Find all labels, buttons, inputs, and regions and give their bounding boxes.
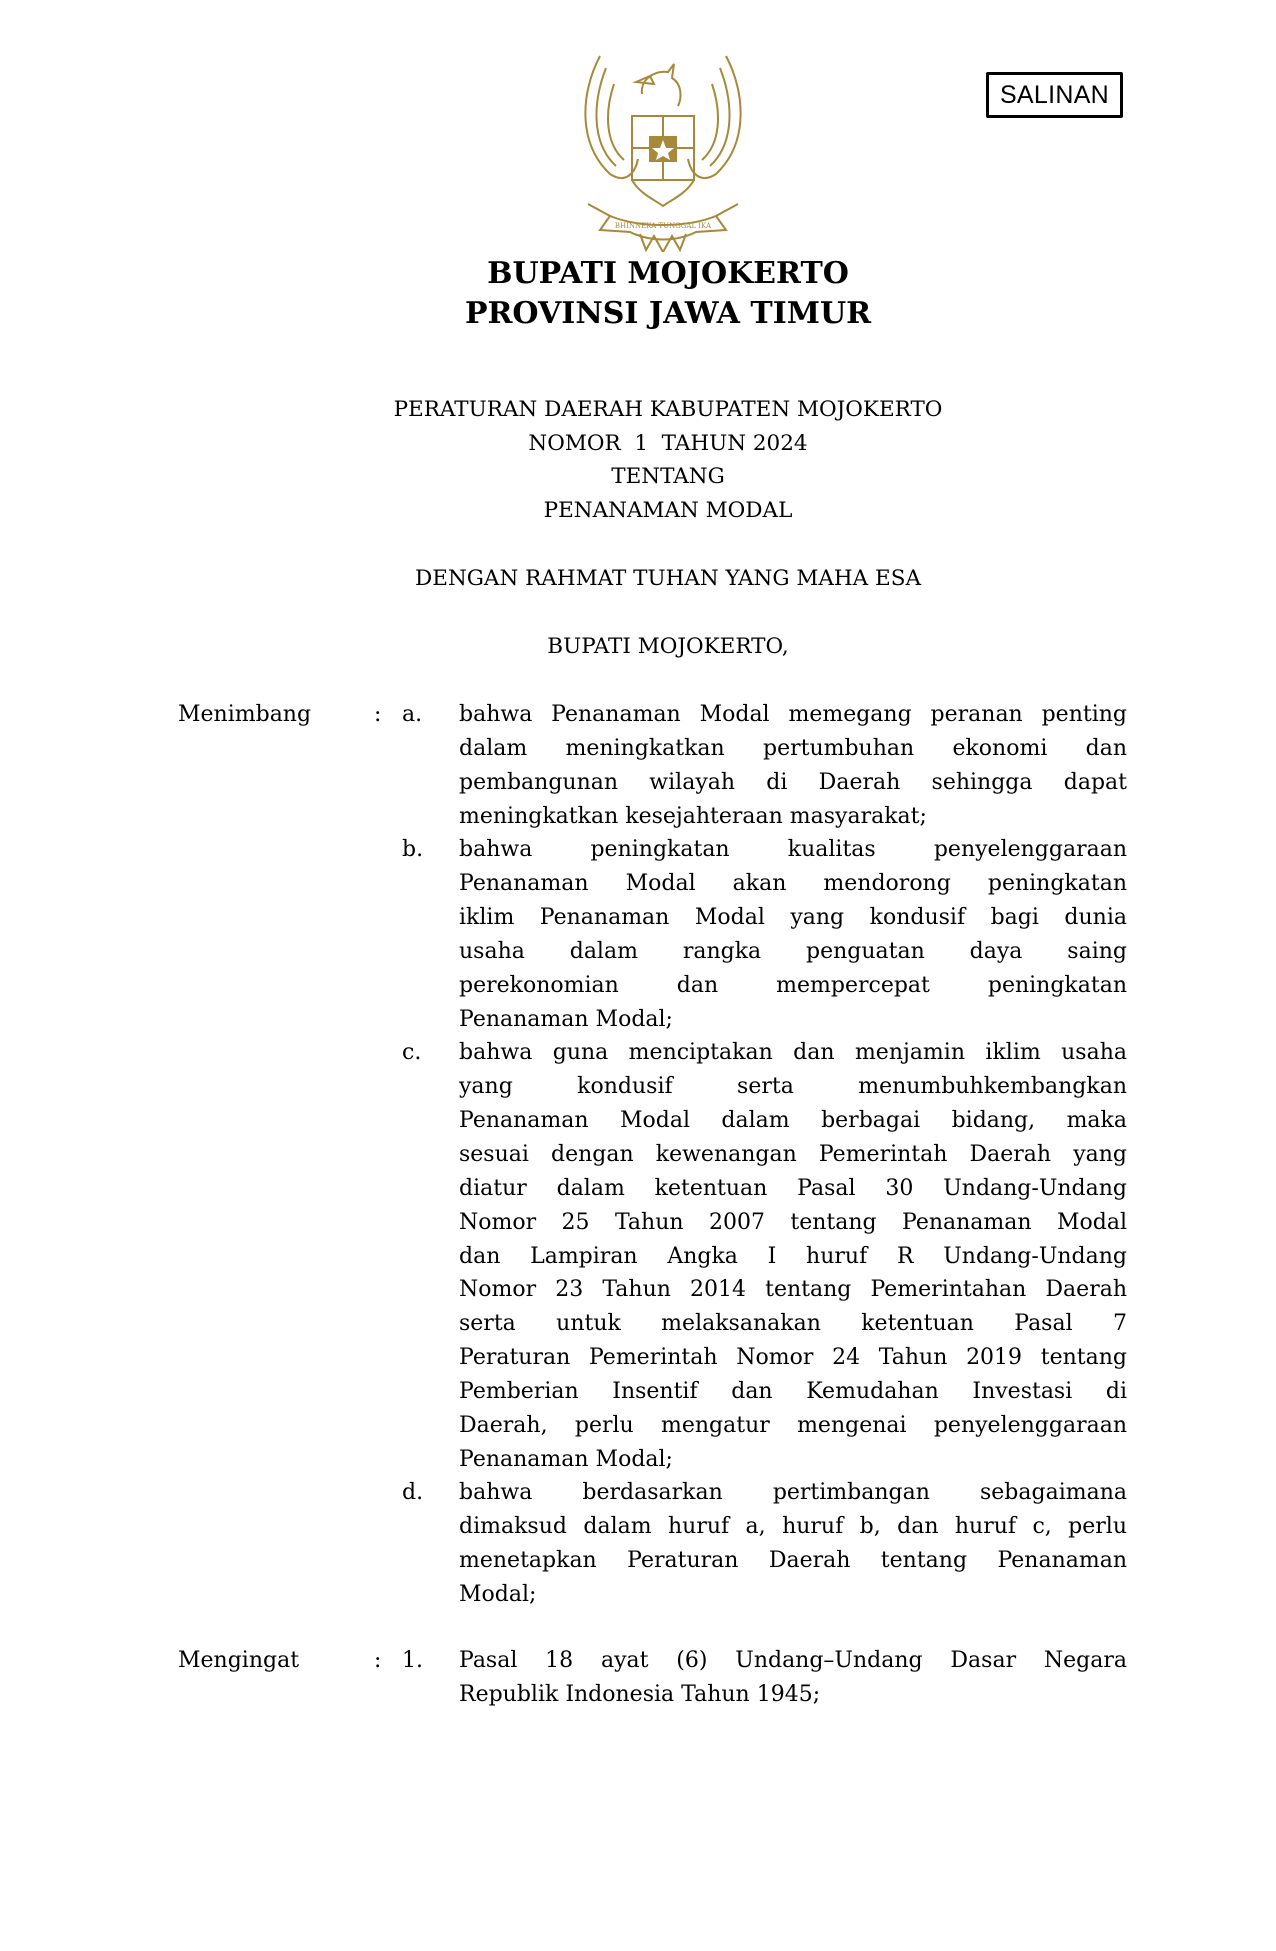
salinan-stamp: SALINAN: [986, 72, 1123, 118]
text-line: Nomor 25 Tahun 2007 tentang Penanaman Modal: [459, 1209, 1127, 1235]
emblem-motto: BHINNEKA TUNGGAL IKA: [614, 222, 712, 230]
text-line: bahwa berdasarkan pertimbangan sebagaimana: [459, 1480, 1127, 1506]
item-text: [459, 833, 1127, 1036]
text-line: meningkatkan kesejahteraan masyarakat;: [459, 803, 927, 829]
item-text: [459, 1036, 1127, 1476]
item-marker: d.: [402, 1480, 424, 1506]
text-line: Pasal 18 ayat (6) Undang–Undang Dasar Negara: [459, 1648, 1127, 1673]
item-text: [459, 1644, 1127, 1712]
text-line: dalam meningkatkan pertumbuhan ekonomi dan: [459, 735, 1127, 761]
item-marker: c.: [402, 1040, 422, 1066]
text-line: Peraturan Pemerintah Nomor 24 Tahun 2019 tentang: [459, 1345, 1127, 1371]
text-line: usaha dalam rangka penguatan daya saing: [459, 938, 1127, 964]
menimbang-section: [178, 698, 1128, 1612]
issuer: BUPATI MOJOKERTO,: [547, 634, 789, 659]
text-line: Daerah, perlu mengatur mengenai penyelenggaraan: [459, 1412, 1127, 1438]
item-text: [459, 698, 1127, 833]
menimbang-colon: [374, 1036, 402, 1476]
menimbang-label: [178, 1036, 374, 1476]
menimbang-label: [178, 1476, 374, 1611]
menimbang-colon: :: [374, 702, 382, 727]
text-line: bahwa peningkatan kualitas penyelenggaraan: [459, 837, 1127, 863]
regulation-type: PERATURAN DAERAH KABUPATEN MOJOKERTO: [393, 397, 943, 422]
item-text: [459, 1476, 1127, 1611]
header-line2: PROVINSI JAWA TIMUR: [464, 296, 872, 331]
regulation-number: NOMOR 1 TAHUN 2024: [528, 431, 808, 456]
text-line: dan Lampiran Angka I huruf R Undang-Undang: [459, 1243, 1127, 1269]
item-marker: 1.: [402, 1648, 423, 1673]
header-line1: BUPATI MOJOKERTO: [487, 256, 849, 291]
text-line: sesuai dengan kewenangan Pemerintah Daerah yang: [459, 1141, 1127, 1167]
regulation-about: TENTANG: [611, 464, 725, 489]
item-marker: b.: [402, 837, 424, 863]
text-line: dimaksud dalam huruf a, huruf b, dan huruf c, perlu: [459, 1514, 1127, 1540]
text-line: diatur dalam ketentuan Pasal 30 Undang-Undang: [459, 1175, 1127, 1201]
garuda-pancasila-emblem: [570, 54, 756, 252]
text-line: Penanaman Modal;: [459, 1006, 673, 1032]
regulation-subject: PENANAMAN MODAL: [543, 498, 793, 523]
text-line: pembangunan wilayah di Daerah sehingga dapat: [459, 769, 1127, 795]
mengingat-section: [178, 1644, 1128, 1712]
text-line: Modal;: [459, 1581, 537, 1607]
mengingat-label: Mengingat: [178, 1648, 300, 1673]
menimbang-colon: [374, 1476, 402, 1611]
text-line: Penanaman Modal dalam berbagai bidang, maka: [459, 1108, 1127, 1134]
text-line: menetapkan Peraturan Daerah tentang Penanaman: [459, 1548, 1127, 1574]
text-line: perekonomian dan mempercepat peningkatan: [459, 972, 1127, 998]
mengingat-item: [178, 1644, 1128, 1712]
text-line: Nomor 23 Tahun 2014 tentang Pemerintahan Daerah: [459, 1277, 1127, 1303]
text-line: Penanaman Modal akan mendorong peningkatan: [459, 871, 1127, 897]
menimbang-item: [178, 698, 1128, 833]
text-line: iklim Penanaman Modal yang kondusif bagi dunia: [459, 905, 1127, 931]
menimbang-item: [178, 833, 1128, 1036]
text-line: serta untuk melaksanakan ketentuan Pasal 7: [459, 1311, 1127, 1337]
menimbang-colon: [374, 833, 402, 1036]
menimbang-label: Menimbang: [178, 702, 312, 727]
menimbang-item: [178, 1476, 1128, 1611]
mengingat-colon: :: [374, 1648, 382, 1673]
item-marker: a.: [402, 702, 423, 727]
preamble: DENGAN RAHMAT TUHAN YANG MAHA ESA: [415, 566, 921, 591]
text-line: yang kondusif serta menumbuhkembangkan: [459, 1074, 1127, 1100]
menimbang-label: [178, 833, 374, 1036]
text-line: Pemberian Insentif dan Kemudahan Investasi di: [459, 1378, 1127, 1404]
text-line: bahwa Penanaman Modal memegang peranan penting: [459, 702, 1127, 727]
text-line: Penanaman Modal;: [459, 1446, 673, 1472]
text-line: bahwa guna menciptakan dan menjamin iklim usaha: [459, 1040, 1127, 1066]
menimbang-item: [178, 1036, 1128, 1476]
text-line: Republik Indonesia Tahun 1945;: [459, 1681, 821, 1707]
